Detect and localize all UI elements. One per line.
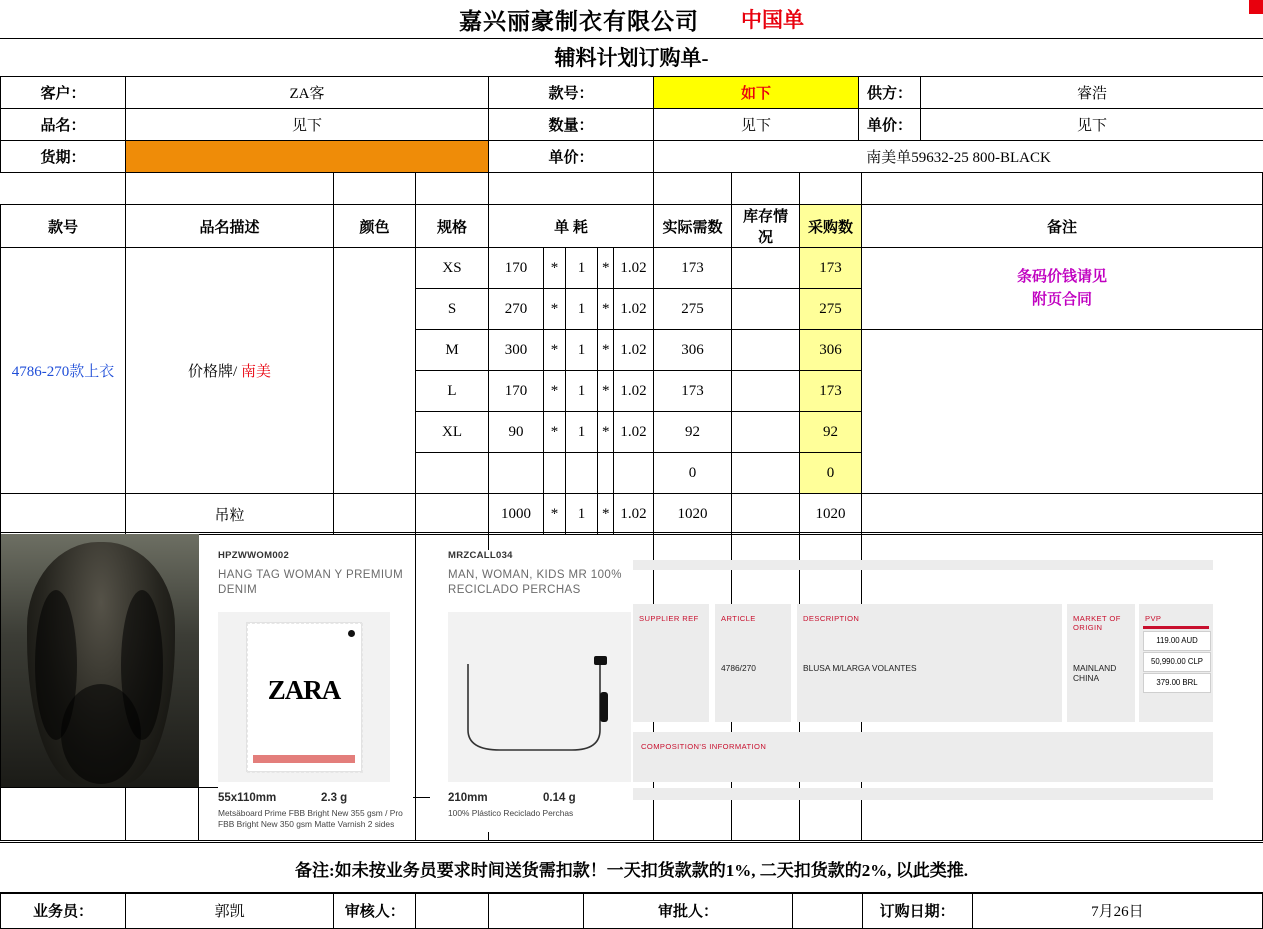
note-line-1: 条码价钱请见: [866, 266, 1258, 289]
cell-c2[interactable]: [566, 453, 598, 494]
spec-price-2: 50,990.00 CLP: [1143, 652, 1211, 672]
hangtag-1-size: 55x110mm: [218, 792, 276, 804]
hanger-illustration: [448, 612, 631, 782]
row-description[interactable]: [126, 248, 334, 494]
cell-spec[interactable]: [416, 453, 489, 494]
cell-c2[interactable]: 1: [566, 248, 598, 289]
cell-purchase[interactable]: 173: [800, 248, 862, 289]
blank-strip: [0, 173, 1263, 205]
cell-op1: *: [544, 412, 566, 453]
total-style-no[interactable]: [1, 494, 126, 535]
materials-header-row: [1, 205, 1263, 248]
price2-value[interactable]: 南美单59632-25 800-BLACK: [654, 141, 1263, 173]
cell-purchase[interactable]: 275: [800, 289, 862, 330]
spec-pvp-header: PVP: [1139, 604, 1213, 633]
document-subtitle-row: [0, 38, 1263, 77]
hangtag-2-title: MAN, WOMAN, KIDS MR 100% RECICLADO PERCHAS: [448, 568, 648, 598]
hangtag-2-code: MRZCALL034: [448, 550, 648, 561]
cell-c2[interactable]: 1: [566, 289, 598, 330]
cell-c2[interactable]: 1: [566, 330, 598, 371]
signature-row: [1, 893, 1263, 929]
price2-label: 单价：: [489, 141, 654, 173]
cell-c2[interactable]: 1: [566, 412, 598, 453]
col-description: 品名描述: [126, 205, 334, 248]
total-op2: *: [598, 494, 614, 535]
order-date-value[interactable]: 7月26日: [972, 893, 1262, 929]
spec-supplier-header: SUPPLIER REF: [633, 604, 709, 633]
cell-spec[interactable]: M: [416, 330, 489, 371]
col-need: 实际需数: [654, 205, 732, 248]
qty-value[interactable]: 见下: [654, 109, 859, 141]
row-note-empty: [862, 330, 1263, 494]
cell-op2: *: [598, 248, 614, 289]
hangtag-1-code: HPZWWOM002: [218, 550, 413, 561]
hangtag-2-weight: 0.14 g: [543, 792, 576, 804]
cell-need[interactable]: 92: [654, 412, 732, 453]
hangtag-2-size: 210mm: [448, 792, 488, 804]
cell-op1: *: [544, 371, 566, 412]
hangtag-2-material: 100% Plástico Reciclado Perchas: [448, 808, 638, 819]
order-info-table: [0, 76, 1263, 173]
hangtag-card-1: [218, 550, 413, 832]
cell-op2: *: [598, 289, 614, 330]
info-row-3: [1, 141, 1263, 173]
cell-c3[interactable]: 1.02: [614, 248, 654, 289]
cell-purchase[interactable]: 0: [800, 453, 862, 494]
total-color[interactable]: [334, 494, 416, 535]
total-op1: *: [544, 494, 566, 535]
row-style-no[interactable]: 4786-270款上衣: [1, 248, 126, 494]
cell-stock[interactable]: [732, 289, 800, 330]
col-spec: 规格: [416, 205, 489, 248]
cell-c2[interactable]: 1: [566, 371, 598, 412]
cell-c3[interactable]: 1.02: [614, 289, 654, 330]
cell-op2: [598, 453, 614, 494]
materials-table: [0, 204, 1263, 535]
cell-c3[interactable]: [614, 453, 654, 494]
col-purchase: 采购数: [800, 205, 862, 248]
hangtag-card-2: [448, 550, 648, 832]
document-title-row: [0, 0, 1263, 39]
cell-spec[interactable]: XS: [416, 248, 489, 289]
col-style-no: 款号: [1, 205, 126, 248]
spec-market-header: MARKET OF ORIGIN: [1067, 604, 1135, 643]
cell-op2: *: [598, 412, 614, 453]
cell-op1: *: [544, 248, 566, 289]
approver-value[interactable]: [792, 893, 862, 929]
cell-c1[interactable]: [489, 453, 544, 494]
cell-c3[interactable]: 1.02: [614, 330, 654, 371]
cell-op1: *: [544, 289, 566, 330]
col-consumption: 单 耗: [489, 205, 654, 248]
style-no-value[interactable]: 如下: [654, 77, 859, 109]
spec-description-value: BLUSA M/LARGA VOLANTES: [803, 663, 917, 673]
footer-remark: [0, 842, 1263, 894]
order-date-label: 订购日期：: [862, 893, 972, 929]
attachments-area: [0, 532, 1263, 842]
cell-c1[interactable]: 170: [489, 248, 544, 289]
hangtag-1-title: HANG TAG WOMAN Y PREMIUM DENIM: [218, 568, 413, 598]
reviewer-label: 审核人：: [334, 893, 416, 929]
row-note: [862, 248, 1263, 330]
footer-blank-1: [489, 893, 584, 929]
desc-part-a: 价格牌/: [188, 364, 237, 380]
cell-need[interactable]: 275: [654, 289, 732, 330]
desc-part-b: 南美: [237, 364, 271, 380]
total-c2[interactable]: 1: [566, 494, 598, 535]
total-description[interactable]: 吊粒: [126, 494, 334, 535]
cell-purchase[interactable]: 92: [800, 412, 862, 453]
cell-c1[interactable]: 300: [489, 330, 544, 371]
label-spec-sheet: [633, 560, 1213, 810]
delivery-label: 货期：: [1, 141, 126, 173]
reviewer-value[interactable]: [416, 893, 489, 929]
unit-price-label: 单价：: [859, 109, 921, 141]
spec-article-header: ARTICLE: [715, 604, 791, 633]
total-c1[interactable]: 1000: [489, 494, 544, 535]
table-row-total: [1, 494, 1263, 535]
spec-article-value: 4786/270: [721, 663, 756, 673]
supplier-value[interactable]: 睿浩: [921, 77, 1263, 109]
total-purchase[interactable]: 1020: [800, 494, 862, 535]
spec-description-header: DESCRIPTION: [797, 604, 1062, 633]
page-title: 辅料计划订购单-: [555, 42, 709, 72]
zara-logo: ZARA: [268, 675, 341, 706]
cell-need[interactable]: 306: [654, 330, 732, 371]
cell-need[interactable]: 173: [654, 248, 732, 289]
customer-value[interactable]: ZA客: [126, 77, 489, 109]
total-c3[interactable]: 1.02: [614, 494, 654, 535]
salesman-label: 业务员：: [1, 893, 126, 929]
cell-stock[interactable]: [732, 330, 800, 371]
spec-price-1: 119.00 AUD: [1143, 631, 1211, 651]
cell-c1[interactable]: 170: [489, 371, 544, 412]
qty-label: 数量：: [489, 109, 654, 141]
row-color[interactable]: [334, 248, 416, 494]
total-note: [862, 494, 1263, 535]
cell-spec[interactable]: XL: [416, 412, 489, 453]
cell-op2: *: [598, 371, 614, 412]
col-note: 备注: [862, 205, 1263, 248]
cell-op2: *: [598, 330, 614, 371]
product-label: 品名：: [1, 109, 126, 141]
cell-need[interactable]: 0: [654, 453, 732, 494]
spec-price-3: 379.00 BRL: [1143, 673, 1211, 693]
cell-op1: [544, 453, 566, 494]
product-value[interactable]: 见下: [126, 109, 489, 141]
cell-c3[interactable]: 1.02: [614, 412, 654, 453]
hangtag-1-weight: 2.3 g: [321, 792, 347, 804]
cell-purchase[interactable]: 306: [800, 330, 862, 371]
spec-composition-header: COMPOSITION'S INFORMATION: [633, 732, 1213, 761]
style-no-label: 款号：: [489, 77, 654, 109]
total-stock[interactable]: [732, 494, 800, 535]
cell-stock[interactable]: [732, 453, 800, 494]
company-name: 嘉兴丽豪制衣有限公司: [459, 3, 699, 36]
cell-spec[interactable]: L: [416, 371, 489, 412]
cell-c1[interactable]: 90: [489, 412, 544, 453]
cell-purchase[interactable]: 173: [800, 371, 862, 412]
table-row: [1, 248, 1263, 289]
note-line-2: 附页合同: [866, 289, 1258, 312]
cell-stock[interactable]: [732, 248, 800, 289]
footer-remark-text: 备注:如未按业务员要求时间送货需扣款！一天扣货款款的1%, 二天扣货款的2%, 以此类推.: [295, 856, 968, 881]
customer-label: 客户：: [1, 77, 126, 109]
cell-stock[interactable]: [732, 371, 800, 412]
cell-spec[interactable]: S: [416, 289, 489, 330]
col-stock: 库存情况: [732, 205, 800, 248]
total-spec[interactable]: [416, 494, 489, 535]
info-row-2: [1, 109, 1263, 141]
cell-c3[interactable]: 1.02: [614, 371, 654, 412]
salesman-value[interactable]: 郭凯: [126, 893, 334, 929]
info-row-1: [1, 77, 1263, 109]
china-order-badge: 中国单: [741, 4, 804, 34]
signature-table: [0, 892, 1263, 929]
cell-need[interactable]: 173: [654, 371, 732, 412]
col-color: 颜色: [334, 205, 416, 248]
approver-label: 审批人：: [584, 893, 792, 929]
supplier-label: 供方：: [859, 77, 921, 109]
spec-market-value: MAINLAND CHINA: [1073, 663, 1135, 683]
cell-c1[interactable]: 270: [489, 289, 544, 330]
hangtag-1-material: Metsäboard Prime FBB Bright New 355 gsm / Pro FBB Bright New 350 gsm Matte Varnish 2 sides: [218, 808, 408, 830]
delivery-value[interactable]: [126, 141, 489, 173]
cell-stock[interactable]: [732, 412, 800, 453]
garment-photo: [1, 534, 199, 787]
total-need[interactable]: 1020: [654, 494, 732, 535]
cell-op1: *: [544, 330, 566, 371]
unit-price-value[interactable]: 见下: [921, 109, 1263, 141]
